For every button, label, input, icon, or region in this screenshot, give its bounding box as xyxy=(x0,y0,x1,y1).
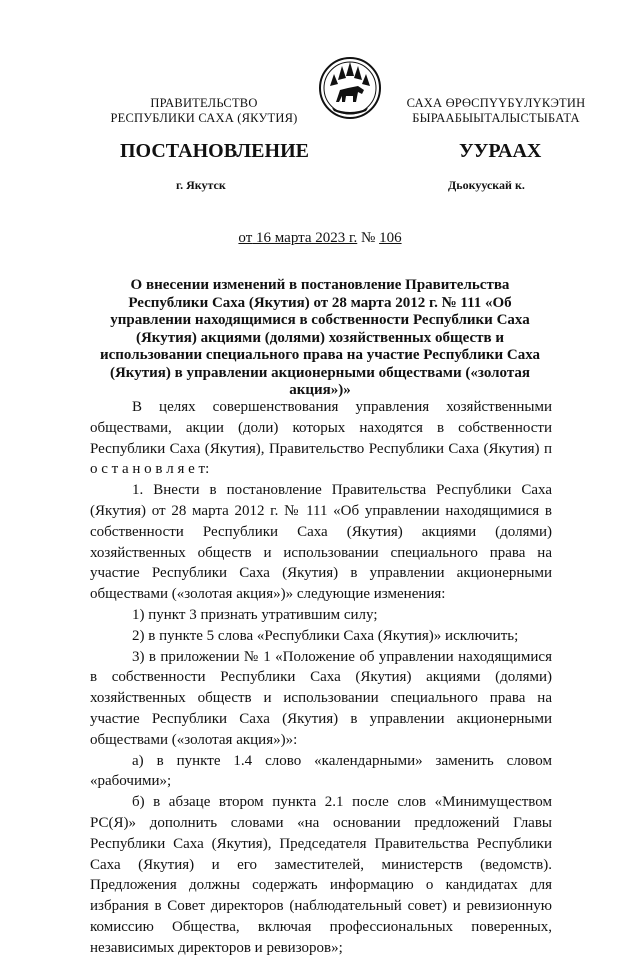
document-date: 16 марта 2023 г. xyxy=(252,230,358,246)
issuer-ru xyxy=(104,96,304,126)
coat-of-arms-emblem xyxy=(318,56,382,120)
document-title: О внесении изменений в постановление Правительства Республики Саха (Якутия) от 28 марта 2012 г. № 111 «Об управлении находящимися в собственности Республики Саха (Якутия) акциями (долями) хозяйственных обществ и использовании специального права на участие Республики Саха (Якутия) в управлении акционерными обществами («золотая акция»)» xyxy=(99,277,541,398)
number-label: № xyxy=(357,230,380,246)
issuer-sah-line2: БЫРААБЫЫТАЛЫСТЫБАТА xyxy=(412,111,580,125)
city-ru: г. Якутск xyxy=(176,178,226,192)
paragraph-sub-1: 1) пункт 3 признать утратившим силу; xyxy=(132,606,378,623)
paragraph-item-1: 1. Внести в постановление Правительства Республики Саха (Якутия) от 28 марта 2012 г. № 111 «Об управлении находящимися в собственности Республики Саха (Якутия) акциями (долями) хозяйственных обществ и использовании специального права на участие Республики Саха (Якутия) в управлении акционерными обществами («золотая акция»)» следующие изменения: xyxy=(90,482,552,603)
paragraph-sub-b: б) в абзаце втором пункта 2.1 после слов «Минимуществом РС(Я)» дополнить словами «на основании предложений Главы Республики Саха (Якутия), Председателя Правительства Республики Саха (Якутия) и его заместителей, министерств (ведомств). Предложения должны содержать информацию о кандидатах для избрания в Совет директоров (наблюдательный совет) и ревизионную комиссию Общества, включая профессиональных поверенных, независимых директоров и ревизоров»; xyxy=(90,794,552,956)
issuer-ru-line1: ПРАВИТЕЛЬСТВО xyxy=(150,96,258,110)
document-number: 106 xyxy=(379,230,402,246)
doc-type-ru: ПОСТАНОВЛЕНИЕ xyxy=(120,140,309,162)
document-body xyxy=(90,397,552,959)
city-sah: Дьокуускай к. xyxy=(448,178,525,192)
paragraph-sub-2: 2) в пункте 5 слова «Республики Саха (Якутия)» исключить; xyxy=(132,627,519,644)
issuer-sah-line1: САХА ӨРӨСПҮҮБҮЛҮКЭТИН xyxy=(406,96,586,110)
paragraph-preamble: В целях совершенствования управления хозяйственными обществами, акции (доли) которых находятся в собственности Республики Саха (Якутия), Правительство Республики Саха (Якутия) п о с т а н о в л я е т: xyxy=(90,399,552,478)
doc-type-sah: УУРААХ xyxy=(459,140,542,162)
date-number-line xyxy=(0,230,640,247)
date-prefix: от xyxy=(238,230,253,246)
issuer-sah xyxy=(396,96,596,126)
paragraph-sub-3: 3) в приложении № 1 «Положение об управлении находящимися в собственности Республики Саха (Якутия) акциями (долями) хозяйственных обществ и использовании специального права на участие Республики Саха (Якутия) в управлении акционерными обществами («золотая акция»)»: xyxy=(90,648,552,748)
issuer-ru-line2: РЕСПУБЛИКИ САХА (ЯКУТИЯ) xyxy=(110,111,298,125)
paragraph-sub-a: а) в пункте 1.4 слово «календарными» заменить словом «рабочими»; xyxy=(90,752,552,790)
